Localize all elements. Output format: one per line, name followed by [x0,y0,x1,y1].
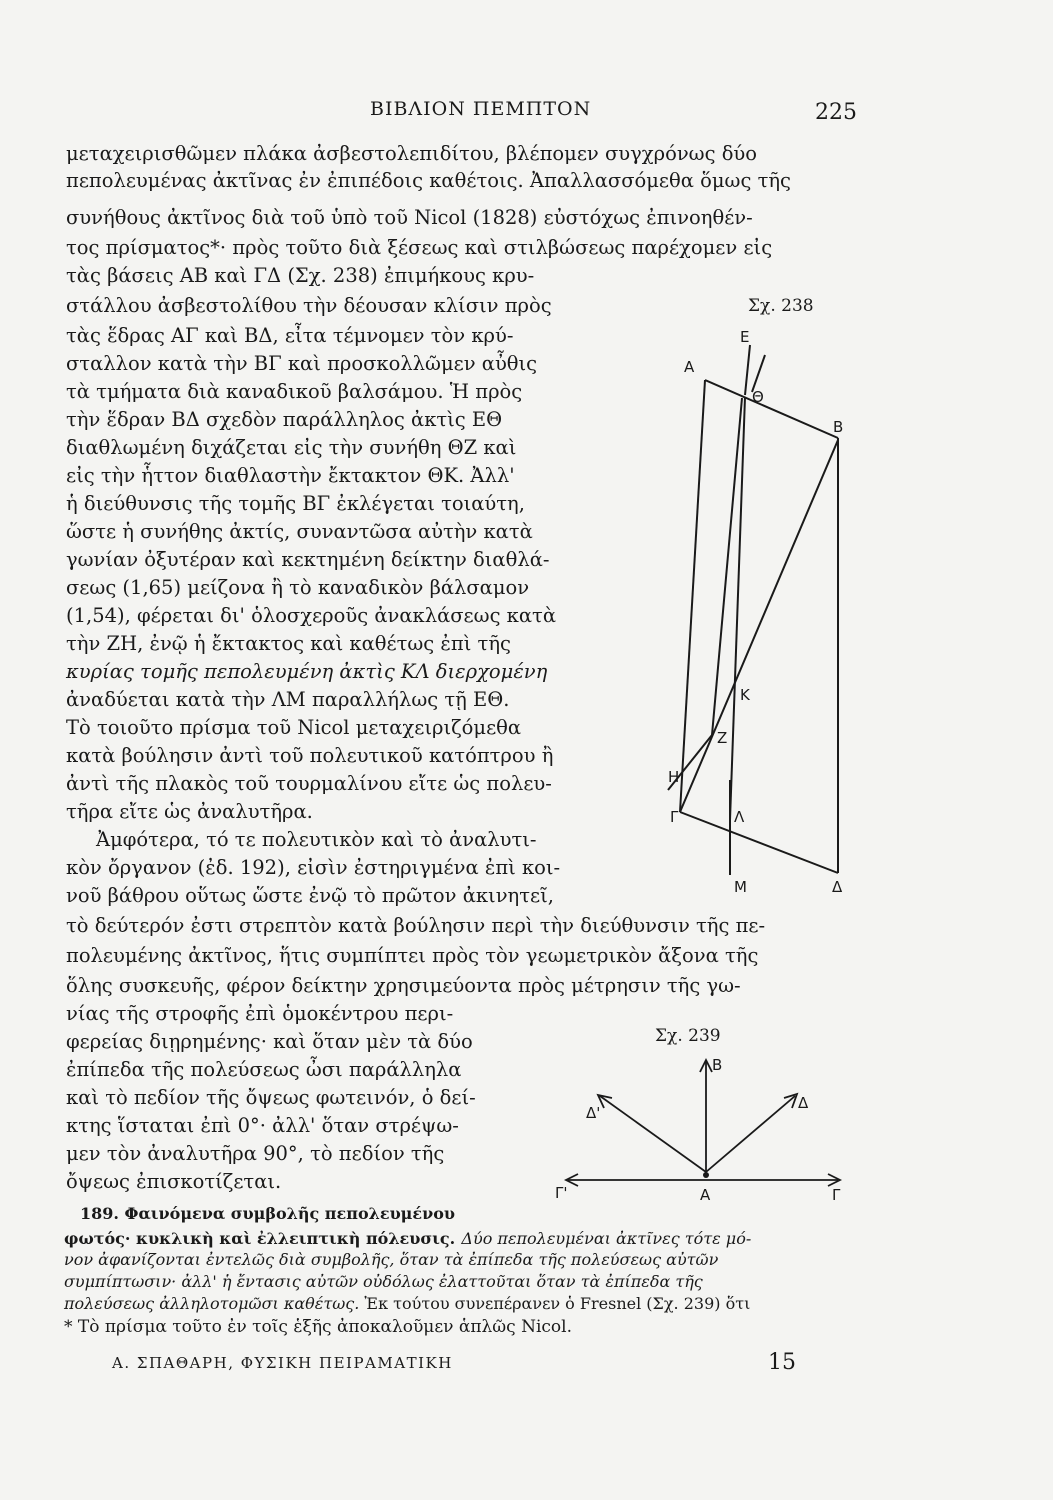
label-gamma-prime: Γ' [555,1184,568,1202]
ray-theta-z [712,398,742,735]
body-line: κατὰ βούλησιν ἀντὶ τοῦ πολευτικοῦ κατόπτρου ἢ [66,744,554,767]
center-point-a [703,1172,709,1178]
ray-theta-k-lambda [730,397,745,820]
label-a: A [700,1186,711,1204]
body-line: σεως (1,65) μείζονα ἢ τὸ καναδικὸν βάλσαμον [66,576,530,599]
ray-e-theta [745,345,750,395]
body-line: τὸ δεύτερόν ἐστι στρεπτὸν κατὰ βούλησιν περὶ τὴν διεύθυνσιν τῆς πε- [66,914,766,937]
body-line: κὸν ὄργανον (ἐδ. 192), εἰσὶν ἐστηριγμένα ἐπὶ κοι- [66,856,561,879]
body-line: σταλλον κατὰ τὴν ΒΓ καὶ προσκολλῶμεν αὖθις [66,352,538,375]
section-number: 189. [80,1204,119,1223]
section-text-italic: πολεύσεως ἀλληλοτομῶσι καθέτως. [64,1294,360,1313]
body-line: ἡ διεύθυνσις τῆς τομῆς ΒΓ ἐκλέγεται τοιαύτη, [66,492,525,515]
label-lambda: Λ [734,808,745,826]
body-line: τῆρα εἴτε ὡς ἀναλυτῆρα. [66,800,313,823]
section-heading-cont: φωτός· κυκλικὴ καὶ ἐλλειπτικὴ πόλευσις. [64,1229,456,1248]
theta-pointer [752,355,765,392]
body-line: τὴν ἕδραν ΒΔ σχεδὸν παράλληλος ἀκτὶς ΕΘ [66,408,503,431]
arrow-a-delta [706,1096,795,1172]
label-theta: Θ [752,388,764,406]
body-line: στάλλου ἀσβεστολίθου τὴν δέουσαν κλίσιν πρὸς [66,294,552,317]
body-line: ὅλης συσκευῆς, φέρον δείκτην χρησιμεύοντα πρὸς μέτρησιν τῆς γω- [66,974,741,997]
label-e: E [740,328,750,346]
label-m: M [734,878,747,896]
prism-edge-cd [680,812,838,873]
label-delta-prime: Δ' [586,1104,601,1122]
label-delta: Δ [798,1094,809,1112]
label-h: H [668,768,680,786]
page-number: 225 [815,100,857,125]
body-line: (1,54), φέρεται δι' ὁλοσχεροῦς ἀνακλάσεως κατὰ [66,604,556,627]
body-line: νοῦ βάθρου οὕτως ὥστε ἐνῷ τὸ πρῶτον ἀκινητεῖ, [66,884,554,907]
label-z: Z [717,729,728,747]
prism-edge-ab [705,380,838,438]
body-line: ἀντὶ τῆς πλακὸς τοῦ τουρμαλίνου εἴτε ὡς πολευ- [66,772,552,795]
label-gamma: Γ [832,1186,841,1204]
body-line: ὄψεως ἐπισκοτίζεται. [66,1170,282,1193]
prism-cut-bg [680,440,838,812]
section-heading: Φαινόμενα συμβολῆς πεπολευμένου [124,1204,455,1223]
running-header: ΒΙΒΛΙΟΝ ΠΕΜΠΤΟΝ [370,98,592,120]
figure-238-caption: Σχ. 238 [748,296,814,316]
label-b: B [833,418,844,436]
body-line: τὰ τμήματα διὰ καναδικοῦ βαλσάμου. Ἡ πρὸς [66,380,523,403]
figure-238-labels [668,328,843,896]
body-line: μεν τὸν ἀναλυτῆρα 90°, τὸ πεδίον τῆς [66,1142,445,1165]
footer-signature-number: 15 [768,1350,796,1375]
section-line: συμπίπτωσιν· ἀλλ' ἡ ἔντασις αὐτῶν οὐδόλως ἐλαττοῦται ὅταν τὰ ἐπίπεδα τῆς [64,1272,703,1291]
figure-238-nicol-prism [668,345,838,875]
body-line: τὰς βάσεις ΑΒ καὶ ΓΔ (Σχ. 238) ἐπιμήκους κρυ- [66,264,535,287]
section-text: Δύο πεπολευμέναι ἀκτῖνες τότε μό- [461,1229,752,1248]
body-line: διαθλωμένη διχάζεται εἰς τὴν συνήθη ΘΖ καὶ [66,436,517,459]
body-line: Ἀμφότερα, τό τε πολευτικὸν καὶ τὸ ἀναλυτι- [96,828,537,851]
label-delta: Δ [832,878,843,896]
body-line: πολευμένης ἀκτῖνος, ἥτις συμπίπτει πρὸς τὸν γεωμετρικὸν ἄξονα τῆς [66,944,759,967]
footnote: * Τὸ πρίσμα τοῦτο ἐν τοῖς ἑξῆς ἀποκαλοῦμεν ἁπλῶς Nicol. [64,1317,573,1337]
section-text: Ἐκ τούτου συνεπέρανεν ὁ Fresnel (Σχ. 239) ὅτι [364,1294,751,1313]
body-line: ὥστε ἡ συνήθης ἀκτίς, συναντῶσα αὐτὴν κατὰ [66,520,533,543]
body-line: φερείας διῃρημένης· καὶ ὅταν μὲν τὰ δύο [66,1030,473,1053]
body-line: Τὸ τοιοῦτο πρίσμα τοῦ Nicol μεταχειριζόμεθα [66,716,522,739]
arrow-a-delta-prime [600,1096,706,1172]
body-line: τὰς ἕδρας ΑΓ καὶ ΒΔ, εἶτα τέμνομεν τὸν κρύ- [66,324,514,347]
body-line: μεταχειρισθῶμεν πλάκα ἀσβεστολεπιδίτου, βλέπομεν συγχρόνως δύο [66,142,758,165]
body-line: πεπολευμένας ἀκτῖνας ἐν ἐπιπέδοις καθέτοις. Ἀπαλλασσόμεθα ὅμως τῆς [66,169,791,192]
label-gamma: Γ [670,808,679,826]
body-line: κυρίας τομῆς πεπολευμένη ἀκτὶς ΚΛ διερχομένη [66,660,548,683]
body-line: γωνίαν ὀξυτέραν καὶ κεκτημένη δείκτην διαθλά- [66,548,550,571]
footer-author-title: Α. ΣΠΑΘΑΡΗ, ΦΥΣΙΚΗ ΠΕΙΡΑΜΑΤΙΚΗ [112,1354,453,1372]
figure-239-labels [555,1056,841,1204]
body-line: νίας τῆς στροφῆς ἐπὶ ὁμοκέντρου περι- [66,1002,454,1025]
body-line: ἐπίπεδα τῆς πολεύσεως ὦσι παράλληλα [66,1058,462,1081]
section-line: νον ἀφανίζονται ἐντελῶς διὰ συμβολῆς, ὅταν τὰ ἐπίπεδα τῆς πολεύσεως αὐτῶν [64,1250,719,1269]
body-line: συνήθους ἀκτῖνος διὰ τοῦ ὑπὸ τοῦ Nicol (1828) εὐστόχως ἐπινοηθέν- [66,206,753,229]
body-line: τὴν ΖΗ, ἐνῷ ἡ ἔκτακτος καὶ καθέτως ἐπὶ τῆς [66,632,511,655]
body-line: εἰς τὴν ἧττον διαθλαστὴν ἔκτακτον ΘΚ. Ἀλλ' [66,464,515,487]
figure-239-directions [566,1060,840,1186]
body-line: ἀναδύεται κατὰ τὴν ΛΜ παραλλήλως τῇ ΕΘ. [66,688,510,711]
label-b: B [712,1056,723,1074]
label-k: K [740,686,750,704]
body-line: κτης ἵσταται ἐπὶ 0°· ἀλλ' ὅταν στρέψω- [66,1114,459,1137]
body-line: καὶ τὸ πεδίον τῆς ὄψεως φωτεινόν, ὁ δεί- [66,1086,476,1109]
body-line: τος πρίσματος*· πρὸς τοῦτο διὰ ξέσεως καὶ στιλβώσεως παρέχομεν εἰς [66,236,773,259]
label-a: A [684,358,695,376]
figure-239-caption: Σχ. 239 [655,1026,721,1046]
